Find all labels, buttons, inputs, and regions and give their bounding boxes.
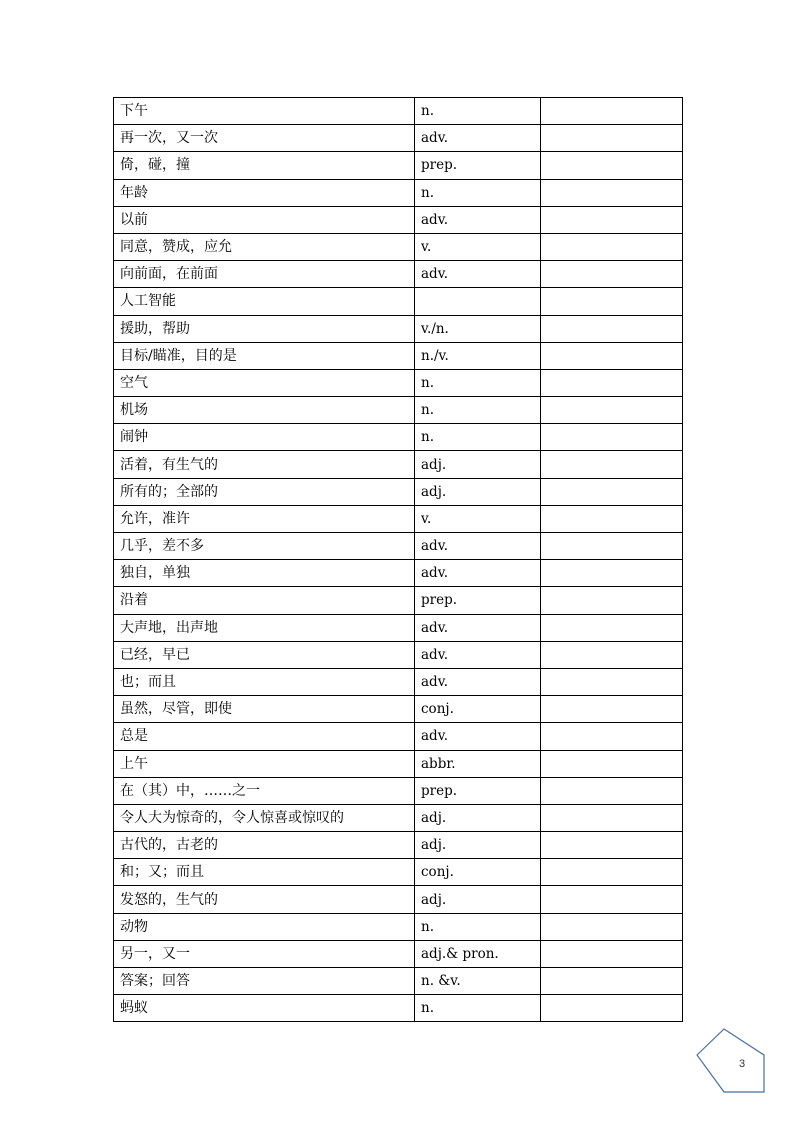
meaning-cell: 大声地，出声地 (114, 614, 415, 641)
meaning-cell: 以前 (114, 206, 415, 233)
part-of-speech-cell: n. (415, 98, 541, 125)
word-answer-cell[interactable] (541, 533, 683, 560)
table-row (114, 587, 683, 614)
part-of-speech-cell: adv. (415, 533, 541, 560)
word-answer-cell[interactable] (541, 614, 683, 641)
table-row (114, 424, 683, 451)
word-answer-cell[interactable] (541, 886, 683, 913)
part-of-speech-cell: adv. (415, 560, 541, 587)
meaning-cell: 年龄 (114, 179, 415, 206)
page-badge-icon (696, 1028, 766, 1094)
meaning-cell: 活着，有生气的 (114, 451, 415, 478)
meaning-cell: 古代的，古老的 (114, 832, 415, 859)
part-of-speech-cell: adv. (415, 641, 541, 668)
table-row (114, 533, 683, 560)
part-of-speech-cell: v. (415, 505, 541, 532)
table-row (114, 261, 683, 288)
meaning-cell: 倚，碰，撞 (114, 152, 415, 179)
meaning-cell: 允许，准许 (114, 505, 415, 532)
meaning-cell: 令人大为惊奇的，令人惊喜或惊叹的 (114, 804, 415, 831)
part-of-speech-cell: conj. (415, 696, 541, 723)
meaning-cell: 答案；回答 (114, 968, 415, 995)
meaning-cell: 机场 (114, 397, 415, 424)
table-row (114, 750, 683, 777)
word-answer-cell[interactable] (541, 641, 683, 668)
word-answer-cell[interactable] (541, 804, 683, 831)
meaning-cell: 总是 (114, 723, 415, 750)
meaning-cell: 闹钟 (114, 424, 415, 451)
word-answer-cell[interactable] (541, 750, 683, 777)
meaning-cell: 援助，帮助 (114, 315, 415, 342)
part-of-speech-cell: adj. (415, 478, 541, 505)
meaning-cell: 上午 (114, 750, 415, 777)
meaning-cell: 蚂蚁 (114, 995, 415, 1022)
word-answer-cell[interactable] (541, 125, 683, 152)
table-row (114, 614, 683, 641)
table-row (114, 886, 683, 913)
meaning-cell: 在（其）中，……之一 (114, 777, 415, 804)
page-number: 3 (738, 1058, 746, 1070)
word-answer-cell[interactable] (541, 451, 683, 478)
meaning-cell: 独自，单独 (114, 560, 415, 587)
word-answer-cell[interactable] (541, 152, 683, 179)
vocabulary-table (113, 97, 683, 1022)
meaning-cell: 目标/瞄准，目的是 (114, 342, 415, 369)
table-row (114, 968, 683, 995)
meaning-cell: 几乎，差不多 (114, 533, 415, 560)
meaning-cell: 向前面，在前面 (114, 261, 415, 288)
part-of-speech-cell: adv. (415, 261, 541, 288)
meaning-cell: 和；又；而且 (114, 859, 415, 886)
table-row (114, 125, 683, 152)
table-row (114, 832, 683, 859)
meaning-cell: 下午 (114, 98, 415, 125)
word-answer-cell[interactable] (541, 587, 683, 614)
word-answer-cell[interactable] (541, 478, 683, 505)
word-answer-cell[interactable] (541, 315, 683, 342)
meaning-cell: 发怒的，生气的 (114, 886, 415, 913)
table-row (114, 777, 683, 804)
meaning-cell: 所有的；全部的 (114, 478, 415, 505)
part-of-speech-cell: conj. (415, 859, 541, 886)
table-row (114, 641, 683, 668)
table-row (114, 206, 683, 233)
part-of-speech-cell: adj. (415, 832, 541, 859)
part-of-speech-cell: adj.& pron. (415, 940, 541, 967)
part-of-speech-cell: n./v. (415, 342, 541, 369)
part-of-speech-cell: adj. (415, 886, 541, 913)
word-answer-cell[interactable] (541, 832, 683, 859)
word-answer-cell[interactable] (541, 424, 683, 451)
table-row (114, 560, 683, 587)
part-of-speech-cell: abbr. (415, 750, 541, 777)
part-of-speech-cell: n. (415, 369, 541, 396)
table-row (114, 369, 683, 396)
part-of-speech-cell: prep. (415, 152, 541, 179)
table-row (114, 397, 683, 424)
table-row (114, 505, 683, 532)
part-of-speech-cell: adj. (415, 804, 541, 831)
table-row (114, 98, 683, 125)
part-of-speech-cell: n. (415, 913, 541, 940)
part-of-speech-cell: adv. (415, 668, 541, 695)
meaning-cell: 再一次，又一次 (114, 125, 415, 152)
meaning-cell: 人工智能 (114, 288, 415, 315)
part-of-speech-cell: adj. (415, 451, 541, 478)
table-row (114, 995, 683, 1022)
word-answer-cell[interactable] (541, 940, 683, 967)
part-of-speech-cell: v./n. (415, 315, 541, 342)
word-answer-cell[interactable] (541, 342, 683, 369)
word-answer-cell[interactable] (541, 968, 683, 995)
word-answer-cell[interactable] (541, 261, 683, 288)
part-of-speech-cell: n. (415, 995, 541, 1022)
table-row (114, 179, 683, 206)
word-answer-cell[interactable] (541, 98, 683, 125)
table-row (114, 668, 683, 695)
table-row (114, 451, 683, 478)
part-of-speech-cell: n. (415, 397, 541, 424)
word-answer-cell[interactable] (541, 288, 683, 315)
word-answer-cell[interactable] (541, 505, 683, 532)
word-answer-cell[interactable] (541, 668, 683, 695)
table-row (114, 696, 683, 723)
part-of-speech-cell (415, 288, 541, 315)
word-answer-cell[interactable] (541, 913, 683, 940)
table-row (114, 913, 683, 940)
word-answer-cell[interactable] (541, 233, 683, 260)
table-row (114, 152, 683, 179)
table-row (114, 723, 683, 750)
table-row (114, 288, 683, 315)
meaning-cell: 动物 (114, 913, 415, 940)
table-row (114, 342, 683, 369)
table-row (114, 940, 683, 967)
table-row (114, 233, 683, 260)
word-answer-cell[interactable] (541, 859, 683, 886)
meaning-cell: 另一，又一 (114, 940, 415, 967)
meaning-cell: 已经，早已 (114, 641, 415, 668)
meaning-cell: 空气 (114, 369, 415, 396)
part-of-speech-cell: prep. (415, 587, 541, 614)
word-answer-cell[interactable] (541, 560, 683, 587)
part-of-speech-cell: v. (415, 233, 541, 260)
word-answer-cell[interactable] (541, 369, 683, 396)
table-row (114, 478, 683, 505)
meaning-cell: 同意，赞成，应允 (114, 233, 415, 260)
word-answer-cell[interactable] (541, 206, 683, 233)
part-of-speech-cell: prep. (415, 777, 541, 804)
vocabulary-table-body (114, 98, 683, 1022)
table-row (114, 804, 683, 831)
word-answer-cell[interactable] (541, 179, 683, 206)
part-of-speech-cell: n. (415, 424, 541, 451)
meaning-cell: 虽然，尽管，即使 (114, 696, 415, 723)
part-of-speech-cell: adv. (415, 614, 541, 641)
word-answer-cell[interactable] (541, 777, 683, 804)
meaning-cell: 沿着 (114, 587, 415, 614)
word-answer-cell[interactable] (541, 995, 683, 1022)
word-answer-cell[interactable] (541, 696, 683, 723)
word-answer-cell[interactable] (541, 397, 683, 424)
table-row (114, 859, 683, 886)
word-answer-cell[interactable] (541, 723, 683, 750)
part-of-speech-cell: adv. (415, 125, 541, 152)
part-of-speech-cell: adv. (415, 723, 541, 750)
table-row (114, 315, 683, 342)
meaning-cell: 也；而且 (114, 668, 415, 695)
part-of-speech-cell: n. &v. (415, 968, 541, 995)
part-of-speech-cell: n. (415, 179, 541, 206)
part-of-speech-cell: adv. (415, 206, 541, 233)
